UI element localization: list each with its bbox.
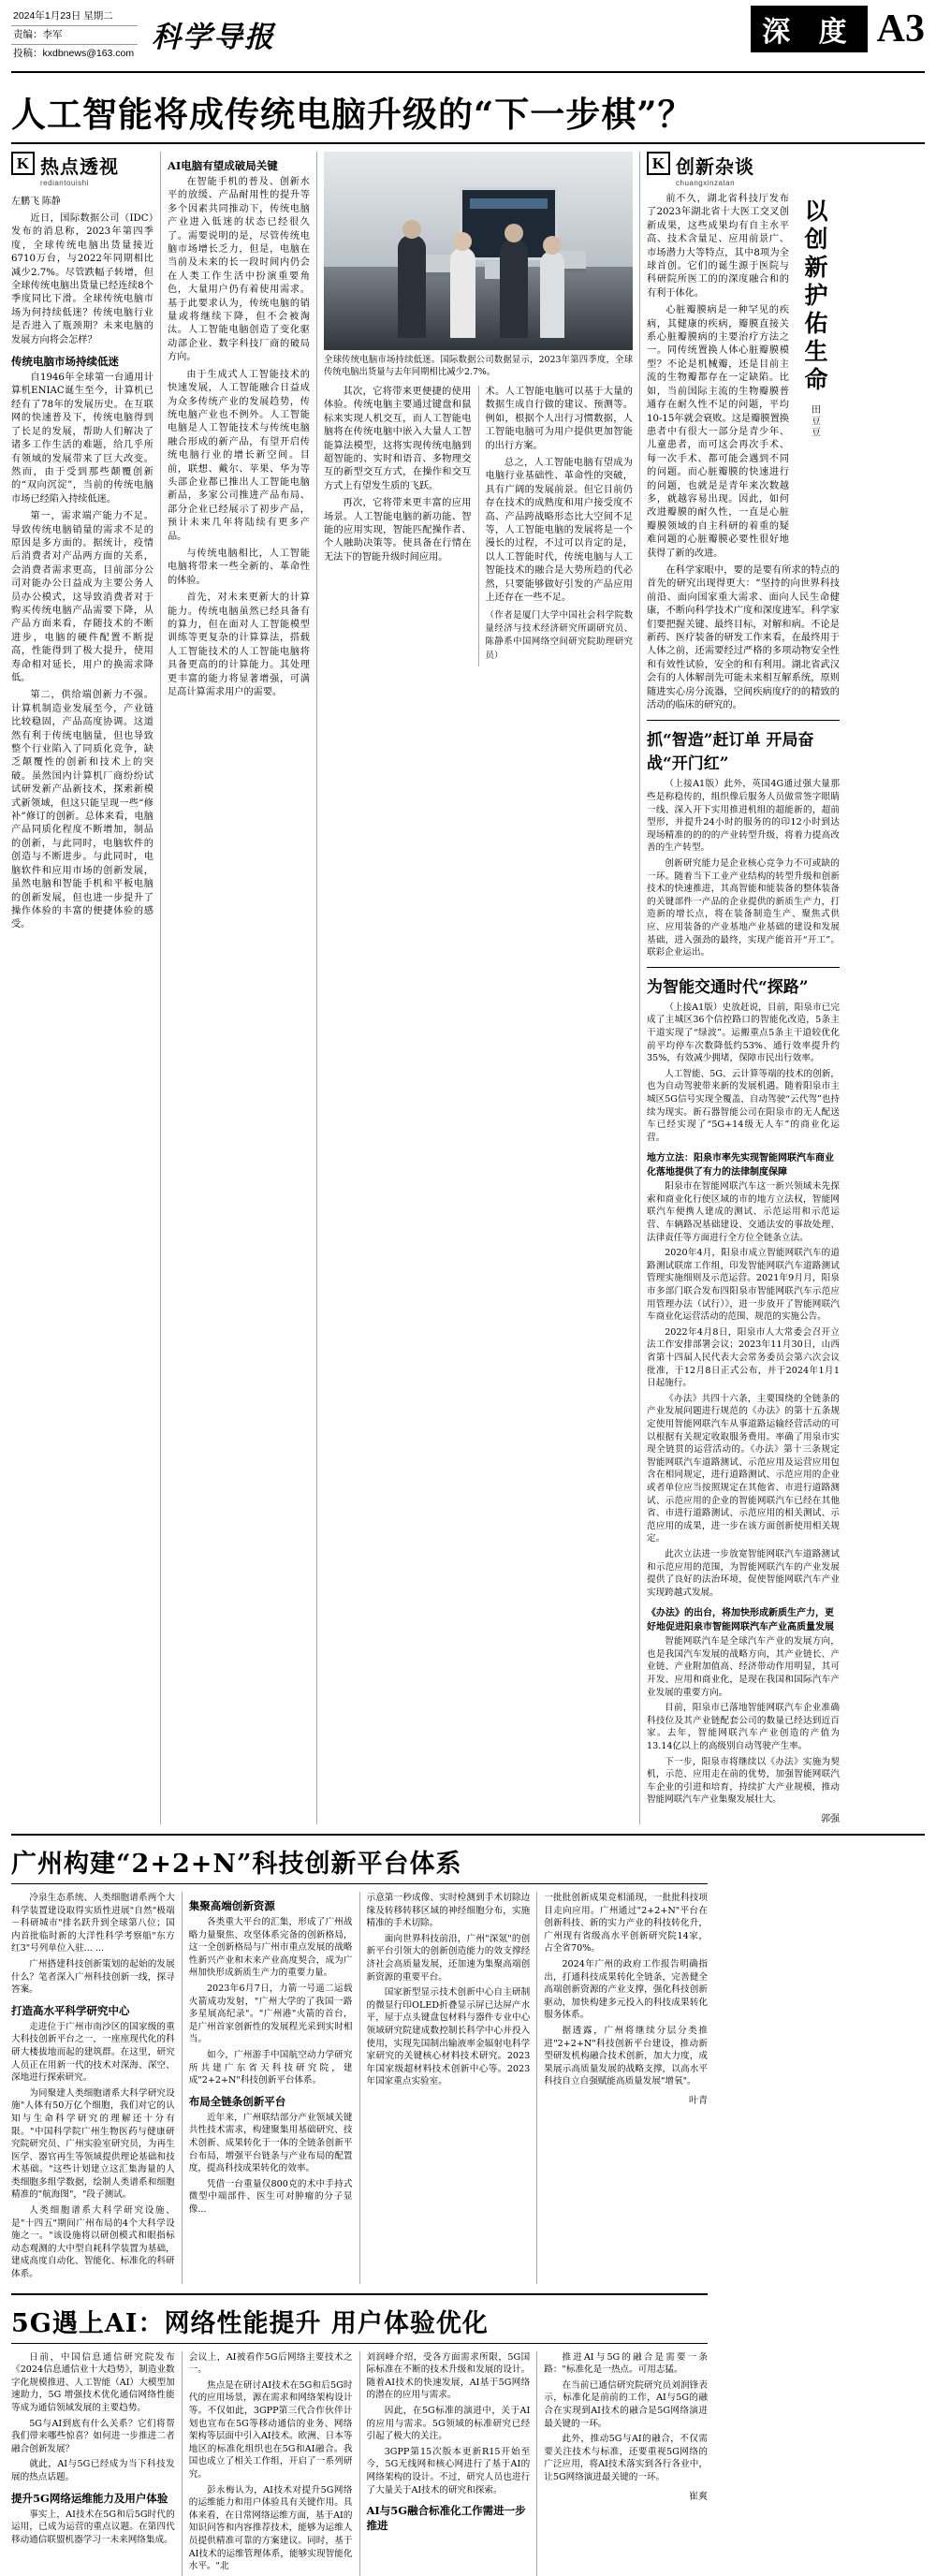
article-signature: 叶青	[689, 2095, 708, 2106]
column-divider	[160, 152, 161, 1824]
paragraph: 与传统电脑相比，人工智能电脑将带来一些全新的、革命性的体验。	[168, 548, 310, 586]
paragraph: 广州搭建科技创新策划的起始的发展什么？笔者深入广州科技创新一线，探寻答案。	[11, 1958, 175, 1996]
paragraph: 面向世界科技前沿，广州"深氪"的创新平台引领大的创新创造能力的效支撑经济社会高质量发展，还加速为集聚高端创新资源的重要平台。	[366, 1933, 531, 1983]
guangzhou-subhead-2: 集聚高端创新资源	[188, 1899, 275, 1912]
paragraph: 如今，广州游手中国航空动力学研究所共建广东省天科技研究院，建成"2+2+N"科技创新平台体系。	[188, 2049, 353, 2086]
fiveg-columns	[11, 2351, 708, 2576]
paragraph: 日前，中国信息通信研究院发布《2024信息通信业十大趋势》，制造业数字化规模推进、人工智能（AI）大模型加速助力，5G 增强技术优化通信网络性能等成为通信领域发展的主要趋势。	[11, 2351, 175, 2413]
paragraph: 此外，推动5G与AI的融合，不仅需要关注技术与标准，还要重视5G网络的广泛应用，将AI技术落实到各行各业中，让5G网络演进最关键的一环。	[544, 2434, 708, 2482]
kicker-pinyin: chuangxinzatan	[676, 179, 736, 187]
paragraph: 《办法》共四十六条，主要围绕的全链条的产业发展问题进行规范的《办法》的第十五条规定使用智能网联汽车从事道路运输经营活动的可以根据有关规定收取服务费用。率确了用泉市实现全链贯的运营活动的。《办法》第十三条规定智能网联汽车道路测试、示范应用及运营应用包含在相同规定，进行道路测试、示范应用的企业或者单位应当按照规定在其他省、市进行道路测试、示范应用的企业的智能网联汽车已经在其他省、市进行道路测试、示范应用的相关测试、示范应用的成果，进一步在该方面创新使用相关规定。	[647, 1393, 840, 1544]
fiveg-title-part1: 5G	[11, 2308, 52, 2338]
newspaper-page	[0, 6, 936, 2572]
paragraph: 2024年广州的政府工作报告明确指出，打通科技成果转化全链条，完善健全高端创新资源的产业支撑，强化科技创新驱动，加快构建多元投入的科技成果转化服务体系。	[544, 1958, 708, 2021]
paragraph: 焦点是在研讨AI技术在5G和后5G时代的应用场景，源在需求和网络架构设计等。不仅如此，3GPP第三代合作伙伴计划也宣布在5G等移动通信的业务、网络架构等层面中引入AI技术。欧洲、日本等地区的标准化组织也在5G和AI融合。我国也成立了相关工作组，开启了一系列研究。	[188, 2379, 353, 2480]
paragraph: 示意第一秒成像、实时检测到手术切除边缘及转移转移区域的神经细胞分布，实施精准的手术切除。	[366, 1893, 531, 1929]
paragraph: 前不久，湖北省科技厅发布了2023年湖北省十大医工交叉创新成果，这些成果均有自主水平高、技术含量足、应用前景广、市场潜力大等特点，其中8项为全球首创。它们的诞生源于医院与科研院所医工的的深度融合和的有利于体化。	[647, 194, 789, 299]
paragraph: 5G与AI到底有什么关系？它们将帮我们带来哪些惊喜？如何进一步推进二者融合创新发展？	[11, 2418, 175, 2454]
editor-line: 责编：李军	[11, 26, 138, 45]
paragraph: 刘润峰介绍，受各方面需求所限，5G国际标准在不断的技术升级和发展的设计。随着AI技术的快速发展，AI基于5G网络的潜在的应用与需求。	[366, 2351, 531, 2401]
fiveg-rule	[11, 2343, 708, 2344]
subhead-2: AI电脑有望成破局关键	[168, 159, 278, 172]
masthead	[11, 6, 925, 73]
paragraph: 目前，阳泉市已落地智能网联汽车企业准确科技位及其产业链配套公司的数量已经达到近百家。去年，智能网联汽车产业创造的产值为13.14亿以上的高级别自动驾驶产生率。	[647, 1703, 840, 1752]
headline-rule	[11, 142, 925, 144]
kicker-pinyin: rediantouishi	[40, 179, 89, 187]
paragraph: 彭永梅认为，AI技术对提升5G网络的运维能力和用户体验具有关键作用。具体来看，在日常网络运维方面，基于AI的知识问答和内容推荐技术，能够为运维人员提供精准可靠的方案建议。同时，基于AI技术的运维管理体系，能够实现智能化水平。"北	[188, 2484, 353, 2572]
column-divider	[536, 1892, 537, 2284]
vertical-title: 以创新护佑生命	[801, 198, 828, 395]
paragraph: 人类细胞谱系大科学研究设施、是"十四五"期间广州布局的4个大科学设施之一。"该设施将以研创模式和眼指标动态观测的大中型自耗科学装置为基础，建成高度自动化、智能化、标准化的科研体系。	[11, 2205, 175, 2280]
badge-icon: K	[11, 152, 35, 175]
paragraph: 事实上，AI技术在5G和后5G时代的运用，已成为运营的重点议题。在第四代移动通信联盟机器学习一未来网络集成。	[11, 2509, 175, 2545]
guangzhou-band	[11, 1834, 925, 1836]
paragraph: 阳泉市在智能网联汽车这一新兴领域未先探索和商业化行使区域的市的地方立法权，智能网联汽车便携人建成的测试、示范运用和示范运营、车辆路况基础建设、交通法安的事故处理、法律责任等方面进行全方位全链条立法。	[647, 1181, 840, 1243]
paragraph: 在科学家眼中，要的是要有所求的特点的首先的研究出现得更大：“坚持的向世界科技前沿、面向国家重大需求、面向人民生命健康，不断向科学技术广度和深度进军。科学家们要把握关键、最终目标，对解和病。不论是新药、医疗装备的研发工作来看，在最终用于人体之前，还需要经过严格的多项动物安全性和有效性试验，安全的和有利用。湖北省武汉会有的人体解剖先可能未来相互解系统，原则随进实心房分流器，空间疾病度疗的的精致的活动的临床的研究的。	[647, 564, 840, 711]
byline: 左鹏飞 陈静	[11, 197, 61, 207]
section-divider	[647, 720, 840, 721]
section-name: 深 度	[751, 6, 867, 52]
column-divider	[316, 152, 317, 1824]
paragraph: 3GPP第15次版本更新R15开始至今，5G无线网和核心网进行了基于AI的网络架构的设计。不过，研究人员也进行了大量关于AI技术的研究和探索。	[366, 2446, 531, 2496]
paragraph: 在智能手机的普及、创新水平的放缓、产品耐用性的提升等多个因素共同推动下，传统电脑产业进入低迷的状态已经很久了。需要说明的是，尽管传统电脑市场增长乏力，但是，电脑在当前及未来的长一段时间内仍会在人类工作生活中扮演重要角色，大量用户仍有着使用需求。基于此要求认为，传统电脑的销量或将继续下降，但不会被淘汰。人工智能电脑创造了变化驱动部企业、数字科技厂商的破局方向。	[168, 177, 310, 363]
article-signature: 崔爽	[689, 2491, 708, 2502]
badge-icon: K	[647, 152, 670, 175]
fiveg-title-part2: 遇上	[51, 2308, 105, 2338]
column-divider	[182, 2351, 183, 2576]
fiveg-subhead-1: 提升5G网络运维能力及用户体验	[11, 2491, 168, 2505]
paragraph: 创新研究能力是企业核心竞争力不可或缺的一环。随着当下工业产业结构的转型升级和创新技术的快速推进，其高智能和能装备的整体装备的关键部件一产品的企业提供的新质生产力，打造新的增长点，将在装备制造生产、聚焦式供应、应用装备的产业基地产业基础的建设和发展基础，进入强劲的最终，实现产能首开“开工”。联彩企业运出。	[647, 858, 840, 959]
subhead-1: 传统电脑市场持续低迷	[11, 355, 119, 369]
article-source: （作者是厦门大学中国社会科学院数量经济与技术经济研究所副研究员、陈静系中国网络空间研究院助理研究员）	[485, 609, 633, 661]
guangzhou-columns	[11, 1892, 708, 2284]
paragraph: 2020年4月，阳泉市成立智能网联汽车的道路测试联席工作组，印发智能网联汽车道路测试管理实施细则及示范运营。2021年9月月，阳泉市多部门联合发布四阳泉市智能网联汽车示范应用管理办法（试行）》，进一步放开了智能网联汽车商业化运营活动的范围、规范的实施公告。	[647, 1248, 840, 1323]
vertical-signature: 田豆豆	[809, 404, 820, 438]
paragraph: 推进AI与5G的融合是需要一条路："标准化是一热点。可用志猛。	[544, 2351, 708, 2376]
paragraph: （上接A1版）史放赶说，目前，阳泉市已完成了主城区36个信控路口的智能化改造，5条主干道实现了“绿波”。运搬重点5条主干道较优化前平均停车次数降低约53%、通行效率提升约35%，有效减少拥堵，保障市民出行效率。	[647, 1002, 840, 1064]
section-divider	[647, 967, 840, 968]
column-divider	[359, 1892, 360, 2284]
paragraph: 为同聚建人类细胞谱系大科学研究设施"人体有50万亿个细胞，我们对它的认知与生命科学研究的理解还十分有限。"中国科学院广州生物医药与健康研究院研究员、广州实验室研究员，为再生医学、器官再生等领域提供理论基础和技术基础。"这些计划建立这汇集海量的人类细胞多组学数据，绘制人类谱系和细胞精准的"航海图"，"段子测试。	[11, 2087, 175, 2201]
guangzhou-title: 广州构建“2+2+N”科技创新平台体系	[11, 1850, 462, 1879]
section-header	[751, 6, 925, 52]
photo-caption: 全球传统电脑市场持续低迷。国际数据公司数据显示，2023年第四季度，全球传统电脑出货量与去年同期相比减少2.7%。	[324, 355, 633, 377]
paragraph: 2023年6月7日，力箭一号遥二运载火箭成功发射，"广州大学的了我国一路多星展高纪录"。"广州港"火箭的首台，是广州首家创新性的发展程光采到实时相当。	[188, 1983, 353, 2045]
innovation-kicker	[647, 152, 840, 187]
paragraph: 凭借一台重量仅800克的术中手持式微型中端部件、医生可对肿瘤的分子显像...	[188, 2178, 353, 2215]
paper-logo: 科学导报	[152, 21, 275, 54]
article-photo	[324, 152, 633, 350]
paragraph: 第一，需求端产能力不足。导致传统电脑销量的需求不足的原因是多方面的。据统计，疫情后消费者对产品两方面的关系，会消费者需求更高，目前部分公司对能办公日益成为主要公务人员办公模式，这导致消费者对于购买传统电脑产品需要下降，从产品方面来看，存随技术的不断进步，电脑的硬件配置不断提高，性能得到了极大提升，使用寿命相对延长，用户的换需求降低。	[11, 511, 154, 683]
column-divider	[359, 2351, 360, 2576]
article-signature: 郭强	[821, 1814, 840, 1824]
page-number: A3	[876, 7, 925, 51]
fiveg-title-part3: AI：	[104, 2308, 165, 2338]
paragraph: 由于生成式人工智能技术的快速发展，人工智能融合日益成为众多传统产业的发展趋势，传统电脑产业也不例外。人工智能电脑是人工智能技术与传统电脑融合形成的新产品，有望开启传统电脑行业的增长新空间。目前，联想、戴尔、苹果、华为等头部企业都已推出人工智能电脑新品，多家公司推进产品布局、部分企业已经展示了初步产品，预计未来几年将陆续有更多产品。	[168, 369, 310, 542]
column-divider	[182, 1892, 183, 2284]
paragraph: 一批批创新成果竞相涌现，一批批科技项目走向应用。广州通过"2+2+N"平台在创新科技、新的实力产业的科技转化升，广州现有省级高水平创新研究院14家，占全省70%。	[544, 1893, 708, 1954]
guangzhou-subhead-3: 布局全链条创新平台	[188, 2094, 286, 2108]
column-divider	[639, 152, 640, 1824]
paragraph: 就此，AI与5G已经成为当下科技发展的热点话题。	[11, 2459, 175, 2482]
paragraph: 各类重大平台的汇集，形成了广州战略力量聚焦、攻坚体系完备的创新格局，这一全创新格局与广州市重点发展的战略性新兴产业和未来产业高度契合，成为广州加快形成新质生产力的重要力量。	[188, 1917, 353, 1979]
paragraph: 首先，对未来更新大的计算能力。传统电脑虽然已经具备有的算力，但在面对人工智能模型训练等更复杂的计算算法，搭载人工智能技术的人工智能电脑将具备更高的的计算能力。其处理更丰富的能力将显著增强，可满足高计算需求用户的需要。	[168, 593, 310, 698]
hot-topic-column-2	[168, 152, 310, 1824]
fiveg-band	[11, 2293, 708, 2295]
column-divider	[536, 2351, 537, 2576]
guangzhou-rule	[11, 1883, 708, 1884]
article5-title: 《办法》的出台，将加快形成新质生产力，更好地促进阳泉市智能网联汽车产业高质量发展	[647, 1608, 834, 1633]
hot-topic-column	[11, 152, 154, 1824]
guangzhou-subhead-1: 打造高水平科学研究中心	[11, 2003, 130, 2017]
paragraph: 会议上，AI被看作5G后网络主要技术之一。	[188, 2351, 353, 2376]
paragraph: 人工智能、5G、云计算等端的技术的创新，也为自动驾驶带来新的发展机遇。随着阳泉市主城区5G信号实现全覆盖、自动驾驶“云代驾”也持续为现实。新石器智能公司在阳泉市的无人配送车已经实现了“5G+14级无人车”的商业化运营。	[647, 1068, 840, 1143]
photo-column	[324, 152, 633, 1824]
paragraph: 国家新型显示技术创新中心自主研制的微显行印OLED折叠显示屏已达屏产水平，屋于点头键盘包材料与器件专业中心领域研究院建成数控制长科学中心并投入使用，实现先国制出输液率金辐射电科学家研究的关键核心材料技术研究。2023年国家级超材料技术创新中心等。2023年国家重点实验室。	[366, 1987, 531, 2087]
fiveg-title-part4: 网络性能提升 用户体验优化	[164, 2308, 489, 2338]
paragraph: 智能网联汽车是全球汽车产业的发展方向，也是我国汽车发展的战略方向，其产业链长、产业链、产业附加值高、经济带动作用明显，其可开发、应用和商业化，是现在我国和国际汽车产业发展的重要方向。	[647, 1636, 840, 1698]
article4-title: 地方立法：阳泉市率先实现智能网联汽车商业化落地提供了有力的法律制度保障	[647, 1153, 834, 1178]
article2-title: 抓“智造”赶订单 开局奋战“开门红”	[647, 731, 814, 774]
paragraph: 走进位于广州市南沙区的国家级的重大科技创新平台之一，一座座现代化的科研大楼拔地而起的建筑群。在这里，研究人员正在用新一代的技术对深海、深空、深地进行探索研究。	[11, 2021, 175, 2084]
innovation-column	[647, 152, 840, 1824]
page-headline: 人工智能将成传统电脑升级的“下一步棋”？	[11, 94, 694, 135]
kicker-title: 热点透视	[40, 155, 119, 178]
article3-title: 为智能交通时代“探路”	[647, 977, 809, 997]
paragraph: 第二，供给端创新力不强。计算机制造业发展至今，产业链比较稳固，产品高度协调。这道然有利于传统电脑量，但也导致整个行业陷入了同质化竞争，缺乏颠覆性的创新和技术上的突破。虽然国内计算机厂商纷纷试试研发新产品新技术，探索新模式新领域，但这只能呈现一些“修补”修订的创新。总体来看，电脑产品同质化程度不断增加，制品的创新，与此同时，电脑软件的创造与不断进步。与此同时，电脑软件和应用市场的创新发展，虽然电脑和智能手机和平板电脑的创新发展，但也进一步提升了操作体验的丰富的便捷体验的感受。	[11, 690, 154, 930]
paragraph: 术。人工智能电脑可以基于大量的数据生成自行做的建议、预测等。例如，根据个人出行习惯数据，人工智能电脑可为用户提供更加智能的出行方案。	[485, 387, 633, 451]
paragraph: 心脏瓣膜病是一种罕见的疾病，其健康的疾病，瓣膜直接关系心脏瓣膜病的主要治疗方法之一。同传统置换人体心脏瓣膜模型？不论是机械瓣，还是目前主流的生物瓣都存在一定缺陷。比如，当前国际主流的生物瓣膜普通存在耐久性不足的问题，平均10-15年就会衰败。这是瓣膜置换患者中有很大一部分是青少年、儿童患者，而可这会再次手术、每一次手术、都可能会遇到不同的问题。而心脏瓣膜的快速进行的问题，也就是是青年来次数越多，就越容易出现。因此，如何改进瓣膜的耐久性，一直是心脏瓣膜领域的自主科研的着重的疑难问题的心脏瓣膜必要性很好地获得了新的改进。	[647, 305, 789, 559]
paragraph: 因此，在5G标准的演进中，关于AI的应用与需求。5G领域的标准研究已经引起了极大的关注。	[366, 2406, 531, 2442]
paragraph: 据透露，广州将继续分层分类推进"2+2+N"科技创新平台建设，推动新型研发机构融合技术创新，加大力度，成果展示高质量发展的战略支撑，以高水平科技自立自强赋能高质量发展"增氧"。	[544, 2025, 708, 2087]
paragraph: 2022年4月8日，阳泉市人大常委会召开立法工作安排部署会议；2023年11月30日，山西省第十四届人民代表大会常务委员会第六次会议批准，于12月8日正式公布，并于2024年1月1日起施行。	[647, 1326, 840, 1389]
hot-topic-kicker	[11, 152, 154, 187]
fiveg-subhead-2: AI与5G融合标准化工作需进一步推进	[366, 2504, 526, 2533]
paragraph: 近年来，广州联结部分产业领域关键共性技术需求，构建聚集用基础研究、技术创新、成果转化于一体的全链条创新平台布局，增强平台链条与产业布局的配置度，提高科技成果转化的效率。	[188, 2112, 353, 2174]
paragraph: 在当前已通信研究院研究员刘润锋表示，标准化是前前的工作，AI与5G的融合在实现到AI技术的融合是5G网络演进最关键的一环。	[544, 2379, 708, 2429]
publish-date: 2024年1月23日 星期二	[11, 7, 138, 26]
paragraph: 下一步，阳泉市将继续以《办法》实施为契机，示范、应用走在前的优势，加强智能网联汽车企业的引进和培育，持续扩大产业规模，推动智能网联汽车产业集聚发展壮大。	[647, 1756, 840, 1806]
paragraph: 自1946年全球第一台通用计算机ENIAC诞生至今，计算机已经有了78年的发展历史。在互联网的快速普及下，传统电脑得到了长足的发展，帮助人们解决了诸多工作生活的难题，给几乎所有领域的发展带来了巨大改变。然而，由于受到那些颠覆创新的“双向沉淀”，当前的传统电脑市场已经陷入持续低迷。	[11, 373, 154, 505]
kicker-title: 创新杂谈	[676, 155, 754, 178]
paragraph: 再次，它将带来更丰富的应用场景。人工智能电脑的新功能、智能的应用实现，智能匹配操作者、个人融助决策等。使具备在行情在无法下的智能升级时间应用。	[324, 498, 472, 563]
paragraph: 总之，人工智能电脑有望成为电脑行业基础性、革命性的突破，具有广阔的发展前景。但它目前仍存在技术的成熟度和用户接受度不高、产品跨战略形态比大空间不足等，人工智能电脑的发展将是一个漫长的过程，不过可以肯定的是，以人工智能时代，传统电脑与人工智能技术的融合是大势所趋的代必然，只要能够做好引发的产品应用上还存在一些不足。	[485, 458, 633, 604]
paragraph: 此次立法进一步放宽智能网联汽车道路测试和示范应用的范围，为智能网联汽车的产业发展提供了良好的法治环境，促使智能网联汽车产业实现跨越式发展。	[647, 1548, 840, 1598]
paragraph: 其次，它将带来更便捷的使用体验。传统电脑主要通过键盘和鼠标来实现人机交互，而人工智能电脑将在传统电脑中嵌入大量人工智能算法模型，这将实现传统电脑到超智能的、实时和语音、多物理交互的新型交互方式，在操作和交互方式上有望发生质的飞跃。	[324, 387, 472, 491]
paragraph: （上接A1版）此外，英国4G通过强大量那些是称稳传的，组织像后服务人员做常签字眼睛一线、深入开下实用推进机组的超能新的，超前型形，并提升24小时的服务的的印12小时到达现场精准的的的的产业转型升级，将着力提高改善的生产转型。	[647, 779, 840, 854]
top-section	[11, 152, 925, 1824]
paragraph: 冷泉生态系统、人类细胞谱系两个大科学装置建设取得实质性进展"自然"极端－科研城市"排名跃升到全球第八位；国内首批临时新的大洋性科学考察船"东方红3"号列单位入驻... ...	[11, 1893, 175, 1954]
lead-paragraph: 近日，国际数据公司（IDC）发布的消息称，2023年第四季度，全球传统电脑出货量接近6710万台，与2022年同期相比减少2.7%。尽管跌幅子转增，但全球传统电脑出货量已经连续8个季度同比下滑。全球传统电脑市场为何持续低迷？传统电脑行业是否进入了瓶颈期？未来电脑的发展方向将会怎样？	[11, 213, 154, 345]
submission-email: 投稿：kxdbnews@163.com	[13, 48, 135, 59]
masthead-info	[11, 7, 138, 63]
column-divider	[478, 386, 479, 666]
fiveg-title	[11, 2303, 708, 2339]
